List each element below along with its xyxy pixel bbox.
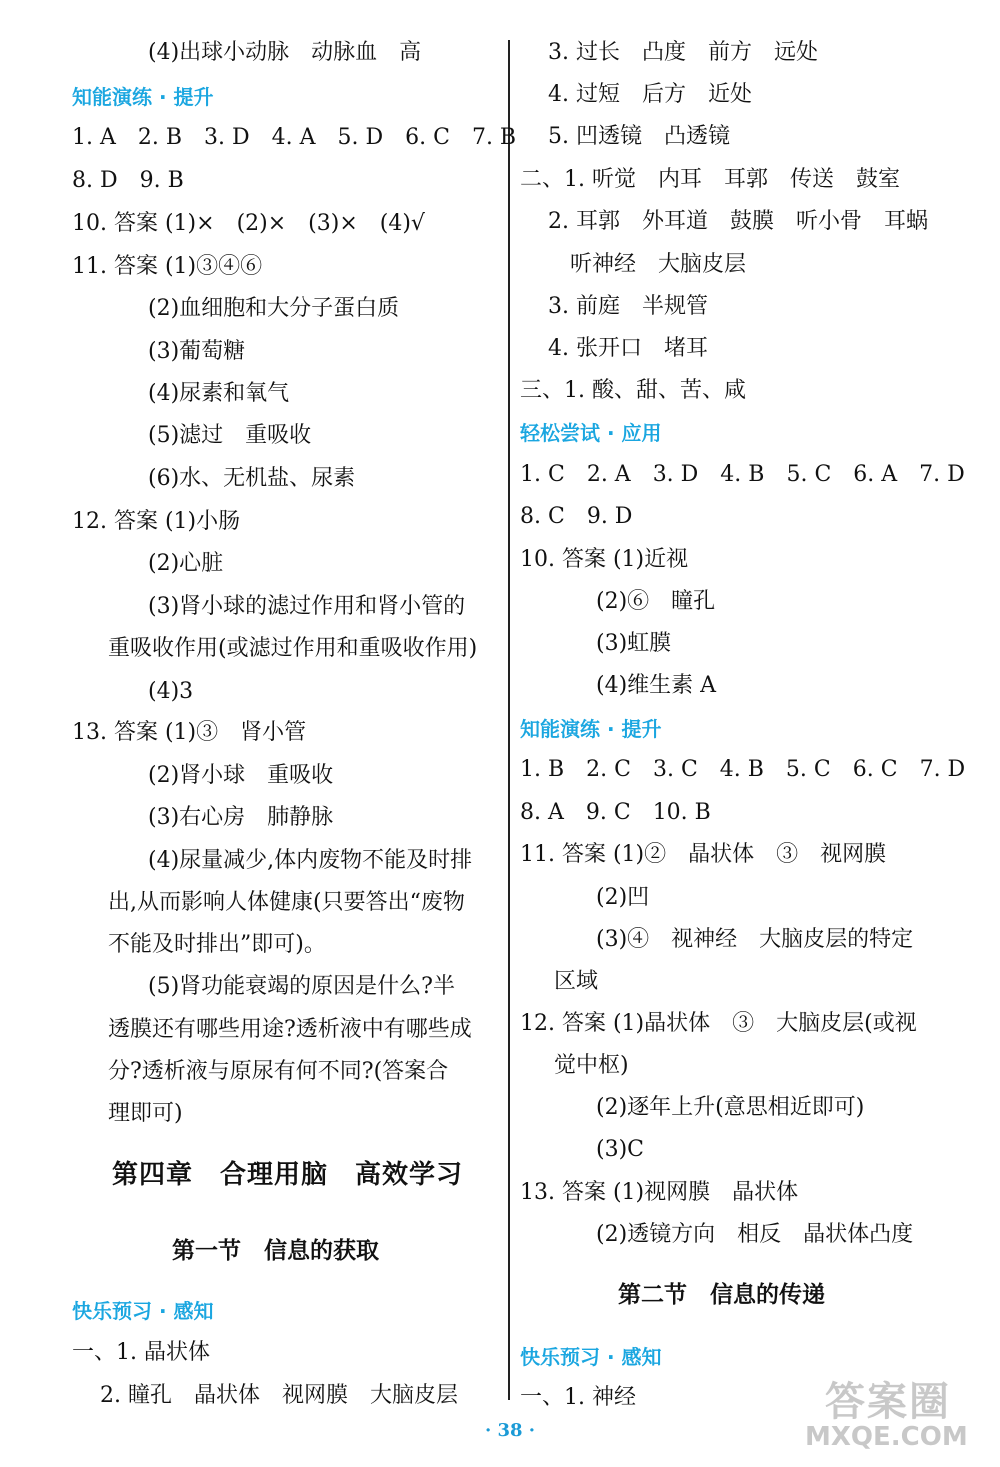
chapter-title: 第四章 合理用脑 高效学习	[112, 1160, 464, 1190]
answer-line: (4)维生素 A	[596, 673, 717, 698]
answer-line: 二、1. 听觉 内耳 耳郭 传送 鼓室	[520, 167, 900, 192]
answer-line: (3)右心房 肺静脉	[148, 805, 334, 830]
answer-line: 出,从而影响人体健康(只要答出“废物	[108, 890, 465, 915]
answer-line: (3)④ 视神经 大脑皮层的特定	[596, 927, 914, 952]
answer-line: (2)肾小球 重吸收	[148, 763, 334, 788]
page-number: · 38 ·	[484, 1420, 536, 1441]
answer-line: 理即可)	[108, 1101, 183, 1126]
answer-line: 12. 答案 (1)小肠	[72, 509, 241, 534]
section-header: 快乐预习 · 感知	[72, 1299, 214, 1323]
answer-line: (4)尿素和氧气	[148, 381, 290, 406]
answer-line: (3)葡萄糖	[148, 339, 246, 364]
answer-line: 2. 耳郭 外耳道 鼓膜 听小骨 耳蜗	[548, 209, 928, 234]
answer-line: 8. A 9. C 10. B	[520, 800, 711, 825]
answer-line: (2)心脏	[148, 551, 224, 576]
answer-line: (3)肾小球的滤过作用和肾小管的	[148, 594, 466, 619]
answer-line: 2. 瞳孔 晶状体 视网膜 大脑皮层	[100, 1383, 458, 1408]
watermark	[795, 1370, 990, 1460]
answer-line: (5)肾功能衰竭的原因是什么?半	[148, 974, 455, 999]
section-title: 第二节 信息的传递	[618, 1281, 825, 1308]
answer-line: (3)虹膜	[596, 631, 672, 656]
answer-line: 3. 过长 凸度 前方 远处	[548, 40, 818, 65]
section-header: 快乐预习 · 感知	[520, 1345, 662, 1369]
answer-line: 区域	[554, 969, 599, 994]
answer-line: 觉中枢)	[554, 1053, 629, 1078]
answer-line: (2)凹	[596, 885, 650, 910]
watermark-url: MXQE.COM	[805, 1422, 968, 1452]
answer-line: (4)3	[148, 679, 194, 704]
answer-line: 重吸收作用(或滤过作用和重吸收作用)	[108, 636, 478, 661]
answer-line: 10. 答案 (1)近视	[520, 547, 689, 572]
answer-line: 分?透析液与原尿有何不同?(答案合	[108, 1059, 449, 1084]
answer-line: 3. 前庭 半规管	[548, 294, 708, 319]
answer-line: 三、1. 酸、甜、苦、咸	[520, 378, 746, 403]
section-header: 轻松尝试 · 应用	[520, 421, 662, 445]
answer-line: (4)出球小动脉 动脉血 高	[148, 40, 422, 65]
answer-line: 11. 答案 (1)② 晶状体 ③ 视网膜	[520, 842, 887, 867]
section-title: 第一节 信息的获取	[172, 1237, 379, 1264]
column-divider	[508, 40, 510, 1400]
watermark-logo: 答案圈	[825, 1379, 951, 1425]
answer-line: 13. 答案 (1)视网膜 晶状体	[520, 1180, 799, 1205]
answer-line: 透膜还有哪些用途?透析液中有哪些成	[108, 1017, 472, 1042]
answer-line: 一、1. 晶状体	[72, 1340, 210, 1365]
answer-line: (3)C	[596, 1137, 644, 1162]
answer-line: 8. C 9. D	[520, 504, 633, 529]
answer-line: 1. B 2. C 3. C 4. B 5. C 6. C 7. D	[520, 757, 966, 782]
answer-line: 13. 答案 (1)③ 肾小管	[72, 720, 307, 745]
answer-line: (2)透镜方向 相反 晶状体凸度	[596, 1222, 914, 1247]
answer-line: 不能及时排出”即可)。	[108, 932, 326, 957]
section-header: 知能演练 · 提升	[72, 85, 214, 109]
answer-line: (2)逐年上升(意思相近即可)	[596, 1095, 865, 1120]
answer-line: 一、1. 神经	[520, 1385, 636, 1410]
answer-line: 4. 张开口 堵耳	[548, 336, 708, 361]
answer-line: (2)血细胞和大分子蛋白质	[148, 296, 400, 321]
section-header: 知能演练 · 提升	[520, 717, 662, 741]
answer-line: 1. C 2. A 3. D 4. B 5. C 6. A 7. D	[520, 462, 965, 487]
answer-line: 4. 过短 后方 近处	[548, 82, 752, 107]
answer-line: (5)滤过 重吸收	[148, 423, 312, 448]
answer-line: 1. A 2. B 3. D 4. A 5. D 6. C 7. B	[72, 125, 517, 150]
answer-line: 5. 凹透镜 凸透镜	[548, 124, 730, 149]
answer-line: (4)尿量减少,体内废物不能及时排	[148, 848, 473, 873]
answer-line: (2)⑥ 瞳孔	[596, 589, 716, 614]
answer-line: 8. D 9. B	[72, 168, 184, 193]
answer-line: 12. 答案 (1)晶状体 ③ 大脑皮层(或视	[520, 1011, 917, 1036]
answer-line: 11. 答案 (1)③④⑥	[72, 254, 263, 279]
answer-line: 10. 答案 (1)× (2)× (3)× (4)√	[72, 211, 425, 236]
answer-line: 听神经 大脑皮层	[570, 252, 747, 277]
answer-line: (6)水、无机盐、尿素	[148, 466, 356, 491]
